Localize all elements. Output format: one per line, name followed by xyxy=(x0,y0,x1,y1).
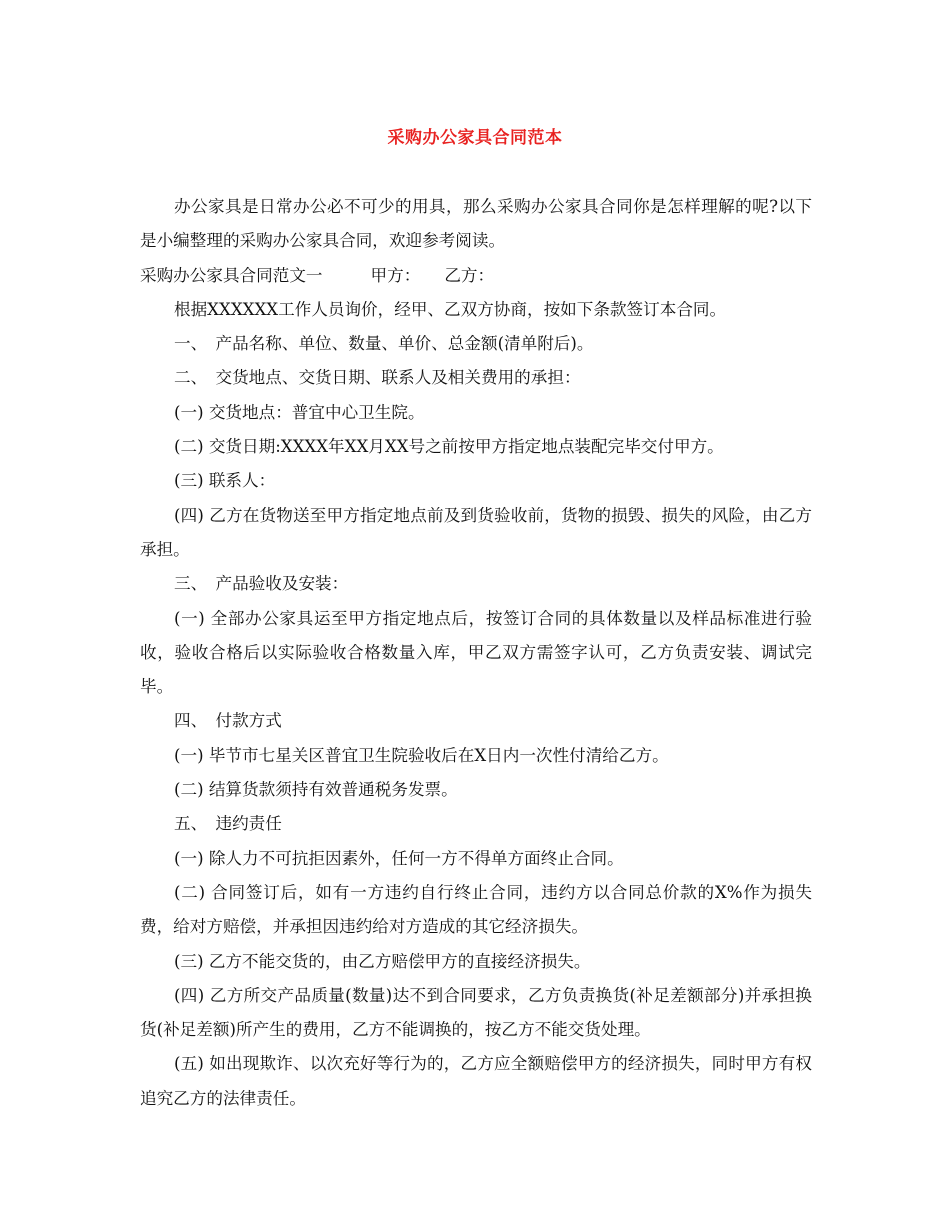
clause-5-5: (五) 如出现欺诈、以次充好等行为的，乙方应全额赔偿甲方的经济损失，同时甲方有权追究乙方的法律责任。 xyxy=(140,1054,812,1108)
clause-2-1: (一) 交货地点：普宜中心卫生院。 xyxy=(174,402,425,422)
document-body xyxy=(140,190,812,1116)
section-heading-4: 四、 付款方式 xyxy=(174,711,282,731)
section-heading-1: 一、 产品名称、单位、数量、单价、总金额(清单附后)。 xyxy=(174,334,594,354)
clause-5-3: (三) 乙方不能交货的，由乙方赔偿甲方的直接经济损失。 xyxy=(174,951,591,971)
paragraph-preamble: 根据XXXXXX工作人员询价，经甲、乙双方协商，按如下条款签订本合同。 xyxy=(174,299,727,319)
clause-4-2: (二) 结算货款须持有效普通税务发票。 xyxy=(174,780,458,800)
clause-5-1: (一) 除人力不可抗拒因素外，任何一方不得单方面终止合同。 xyxy=(174,848,624,868)
party-a-label: 甲方： xyxy=(370,265,421,285)
clause-5-2: (二) 合同签订后，如有一方违约自行终止合同，违约方以合同总价款的X%作为损失费，给对方赔偿，并承担因违约给对方造成的其它经济损失。 xyxy=(140,882,812,937)
section-heading-3: 三、 产品验收及安装： xyxy=(174,574,349,594)
paragraph-sample-heading xyxy=(140,259,812,293)
clause-3-1: (一) 全部办公家具运至甲方指定地点后，按签订合同的具体数量以及样品标准进行验收，验收合格后以实际验收合格数量入库，甲乙双方需签字认可，乙方负责安装、调试完毕。 xyxy=(140,608,812,697)
clause-5-4: (四) 乙方所交产品质量(数量)达不到合同要求，乙方负责换货(补足差额部分)并承担换货(补足差额)所产生的费用，乙方不能调换的，按乙方不能交货处理。 xyxy=(140,985,812,1040)
clause-2-2: (二) 交货日期:XXXX年XX月XX号之前按甲方指定地点装配完毕交付甲方。 xyxy=(174,437,724,457)
section-heading-5: 五、 违约责任 xyxy=(174,814,282,834)
party-b-label: 乙方： xyxy=(444,265,495,285)
clause-4-1: (一) 毕节市七星关区普宜卫生院验收后在X日内一次性付清给乙方。 xyxy=(174,745,669,765)
document-title: 采购办公家具合同范本 xyxy=(387,128,563,148)
paragraph-intro: 办公家具是日常办公必不可少的用具，那么采购办公家具合同你是怎样理解的呢?以下是小编整理的采购办公家具合同，欢迎参考阅读。 xyxy=(140,197,812,251)
sample-heading-label: 采购办公家具合同范文一 xyxy=(140,265,323,285)
clause-2-3: (三) 联系人： xyxy=(174,471,276,491)
section-heading-2: 二、 交货地点、交货日期、联系人及相关费用的承担： xyxy=(174,368,581,388)
clause-2-4: (四) 乙方在货物送至甲方指定地点前及到货验收前，货物的损毁、损失的风险，由乙方承担。 xyxy=(140,505,812,559)
